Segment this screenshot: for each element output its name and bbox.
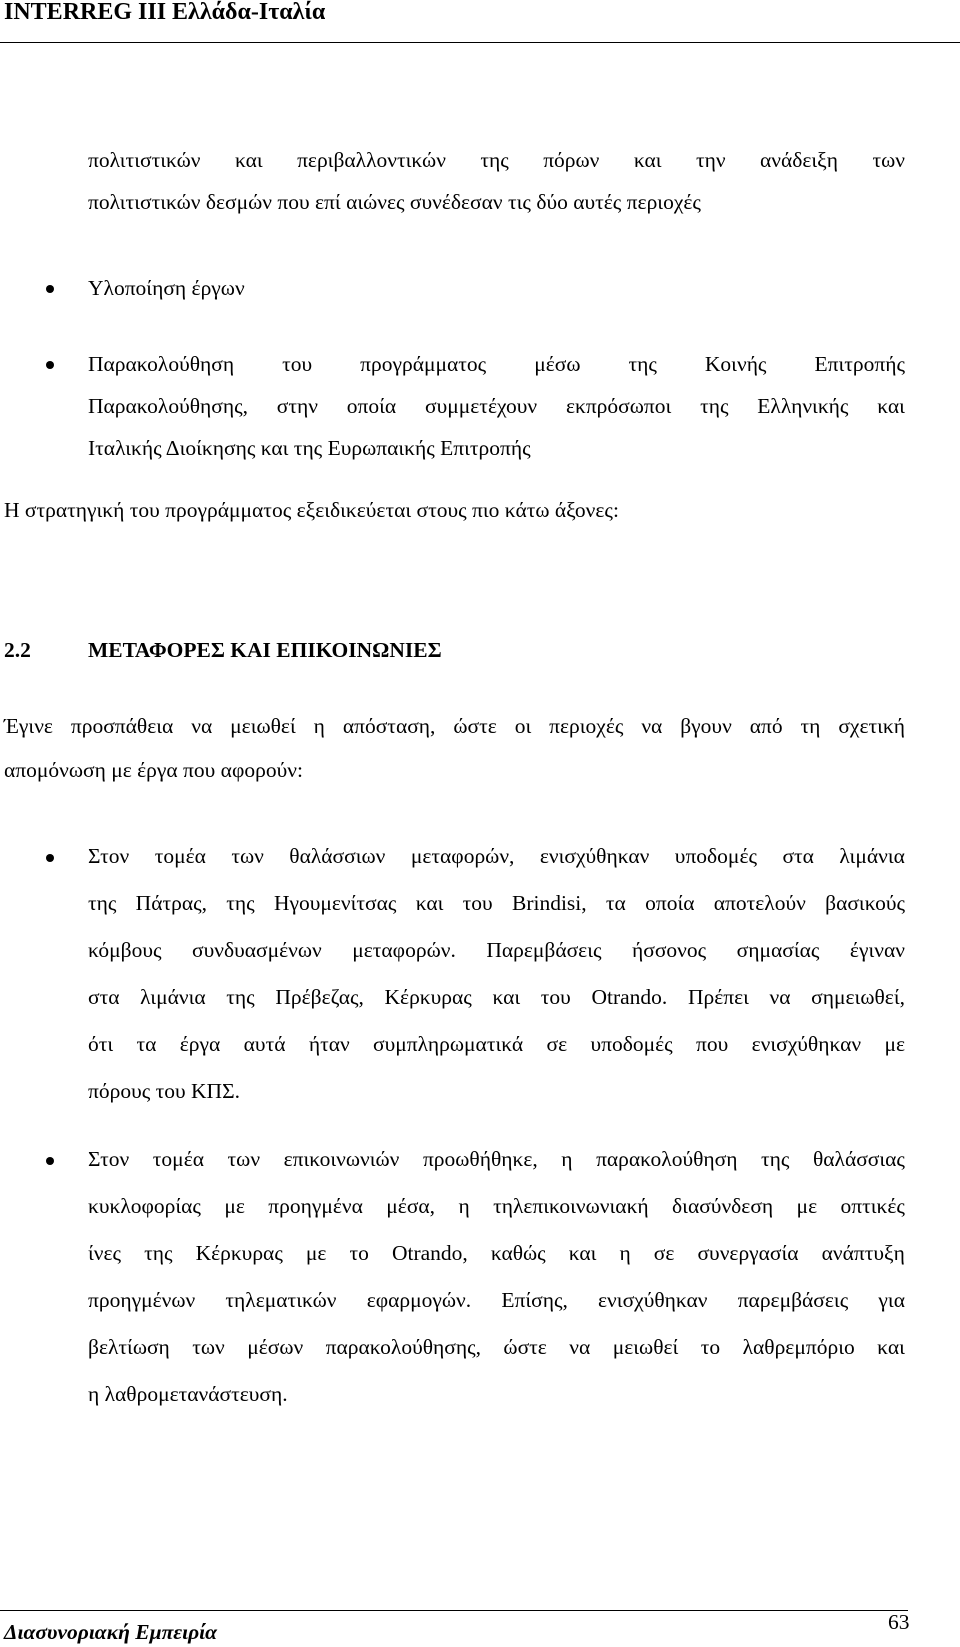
word: του [462,891,493,915]
word: του [540,985,571,1009]
bullet-monitoring-line-3: Ιταλικής Διοίκησης και της Ευρωπαικής Επιτροπής [88,436,531,460]
bullet-communications-line-4 [88,1286,905,1314]
word: ήταν [308,1032,350,1056]
word: και [568,1241,597,1265]
word: για [878,1288,905,1312]
bullet-transport-line-4 [88,983,905,1011]
word: συνδυασμένων [191,938,322,962]
bullet-dot [46,854,54,862]
word: των [231,844,264,868]
word: με [796,1194,818,1218]
bullet-transport-line-6: πόρους του ΚΠΣ. [88,1079,240,1103]
word: κόμβους [88,938,162,962]
word: ενισχύθηκαν [598,1288,708,1312]
word: και [415,891,444,915]
word: θαλάσσιας [812,1147,905,1171]
word: υποδομές [590,1032,673,1056]
word: περιβαλλοντικών [297,148,446,172]
section-title: ΜΕΤΑΦΟΡΕΣ ΚΑΙ ΕΠΙΚΟΙΝΩΝΙΕΣ [88,638,442,662]
word: παρακολούθησης, [325,1335,481,1359]
word: σημασίας [736,938,820,962]
word: περιοχές [549,714,624,738]
word: ανάδειξη [759,148,839,172]
word: σε [653,1241,675,1265]
word: πόρων [543,148,600,172]
word: και [877,394,905,418]
word: της [88,891,117,915]
word: να [769,985,791,1009]
word: να [641,714,663,738]
word: και [234,148,263,172]
word: συμμετέχουν [424,394,538,418]
word: ενισχύθηκαν [539,844,650,868]
bullet-dot [46,361,54,369]
word: των [227,1147,261,1171]
word: βασικούς [825,891,905,915]
word: Έγινε [4,714,53,738]
word: υποδομές [674,844,757,868]
bullet-transport-line-3 [88,936,905,964]
word: επικοινωνιών [283,1147,400,1171]
word: της [226,891,255,915]
word: να [191,714,213,738]
word: ότι [88,1032,114,1056]
word: ανάπτυξη [821,1241,905,1265]
word: εφαρμογών. [366,1288,472,1312]
word: ενισχύθηκαν [751,1032,862,1056]
bullet-communications-line-3 [88,1239,905,1267]
word: στα [782,844,814,868]
word: οπτικές [840,1194,905,1218]
section-intro-line-1 [4,712,905,740]
word: λιμάνια [839,844,905,868]
word: λιμάνια [140,985,206,1009]
word: συνεργασία [697,1241,799,1265]
word: με [224,1194,245,1218]
word: σχετική [838,714,905,738]
word: να [569,1335,591,1359]
continued-item-line-1 [88,146,905,174]
word: προωθήθηκε, [422,1147,538,1171]
word: έγιναν [849,938,905,962]
bullet-implementation-text: Υλοποίηση έργων [88,276,245,300]
word: οποία [346,394,397,418]
word: μέσω [534,352,581,376]
word: εκπρόσωποι [565,394,672,418]
word: οι [514,714,532,738]
word: καθώς [490,1241,546,1265]
word: βγουν [680,714,732,738]
bullet-communications-line-1 [88,1145,905,1173]
word: της [480,148,509,172]
word: ώστε [503,1335,547,1359]
word: ήσσονος [632,938,707,962]
bullet-dot [46,285,54,293]
bullet-communications-line-2 [88,1192,905,1220]
word: η [458,1194,470,1218]
running-header-title: INTERREG III Ελλάδα-Ιταλία [4,0,326,25]
word: από [749,714,783,738]
word: Στον [88,1147,130,1171]
word: προγράμματος [360,352,487,376]
word: βελτίωση [88,1335,170,1359]
footer-rule [0,1610,908,1611]
word: λαθρεμπόριο [742,1335,855,1359]
word: προσπάθεια [70,714,174,738]
strategy-sentence: Η στρατηγική του προγράμματος εξειδικεύεται στους πιο κάτω άξονες: [4,498,619,522]
word: τα [605,891,626,915]
word: Ελληνικής [757,394,849,418]
word: ίνες [88,1241,122,1265]
word: στα [88,985,120,1009]
word: μειωθεί [612,1335,679,1359]
word: τομέα [152,1147,204,1171]
word: της [761,1147,790,1171]
word: τα [136,1032,157,1056]
bullet-transport-line-2 [88,889,905,917]
bullet-communications-line-5 [88,1333,905,1361]
word: σε [546,1032,568,1056]
word: με [884,1032,905,1056]
word: η [619,1241,631,1265]
word: το [700,1335,721,1359]
word: Παρεμβάσεις [486,938,602,962]
word: Επίσης, [501,1288,568,1312]
bullet-communications-line-6: η λαθρομετανάστευση. [88,1382,288,1406]
word: του [282,352,313,376]
footer-title: Διασυνοριακή Εμπειρία [4,1620,218,1644]
word: Πάτρας, [135,891,207,915]
bullet-monitoring-line-2 [88,392,905,420]
word: με [305,1241,327,1265]
word: και [877,1335,905,1359]
word: μεταφορών, [410,844,515,868]
word: της [628,352,657,376]
word: απόσταση, [342,714,436,738]
word: Πρέβεζας, [275,985,364,1009]
word: της [144,1241,173,1265]
word: διασύνδεση [672,1194,774,1218]
word: το [349,1241,369,1265]
word: Κέρκυρας [384,985,472,1009]
word: σημειωθεί, [811,985,905,1009]
word: της [226,985,255,1009]
header-rule [0,42,960,43]
word: και [633,148,662,172]
word: Otrando, [391,1241,468,1265]
word: Ηγουμενίτσας [273,891,397,915]
bullet-transport-line-5 [88,1030,905,1058]
word: των [872,148,905,172]
word: η [561,1147,573,1171]
word: αυτά [243,1032,286,1056]
word: Otrando. [591,985,668,1009]
word: τομέα [154,844,206,868]
bullet-monitoring-line-1 [88,350,905,378]
word: Παρακολούθηση [88,352,235,376]
word: η [313,714,325,738]
word: πολιτιστικών [88,148,201,172]
word: Παρακολούθησης, [88,394,248,418]
word: στην [276,394,318,418]
word: συμπληρωματικά [373,1032,524,1056]
word: την [695,148,726,172]
word: αποτελούν [713,891,806,915]
section-number: 2.2 [4,638,31,662]
page-number: 63 [888,1610,910,1634]
continued-item-line-2: πολιτιστικών δεσμών που επί αιώνες συνέδεσαν τις δύο αυτές περιοχές [88,190,701,214]
word: των [192,1335,225,1359]
bullet-transport-line-1 [88,842,905,870]
word: μειωθεί [230,714,296,738]
word: Επιτροπής [814,352,905,376]
word: προηγμένων [88,1288,196,1312]
bullet-dot [46,1157,54,1165]
word: παρακολούθηση [596,1147,738,1171]
word: τη [800,714,821,738]
word: οποία [645,891,695,915]
word: τηλεματικών [225,1288,337,1312]
word: κυκλοφορίας [88,1194,201,1218]
word: τηλεπικοινωνιακή [493,1194,649,1218]
word: μέσα, [386,1194,436,1218]
word: Στον [88,844,130,868]
word: μεταφορών. [352,938,456,962]
word: Κοινής [704,352,767,376]
word: και [492,985,521,1009]
word: που [696,1032,729,1056]
word: προηγμένα [268,1194,363,1218]
word: θαλάσσιων [289,844,386,868]
word: ώστε [453,714,497,738]
word: Κέρκυρας [195,1241,283,1265]
word: Πρέπει [687,985,749,1009]
word: μέσων [247,1335,304,1359]
word: της [700,394,729,418]
word: Brindisi, [511,891,587,915]
word: έργα [179,1032,221,1056]
word: παρεμβάσεις [737,1288,849,1312]
section-intro-line-2: απομόνωση με έργα που αφορούν: [4,758,303,782]
